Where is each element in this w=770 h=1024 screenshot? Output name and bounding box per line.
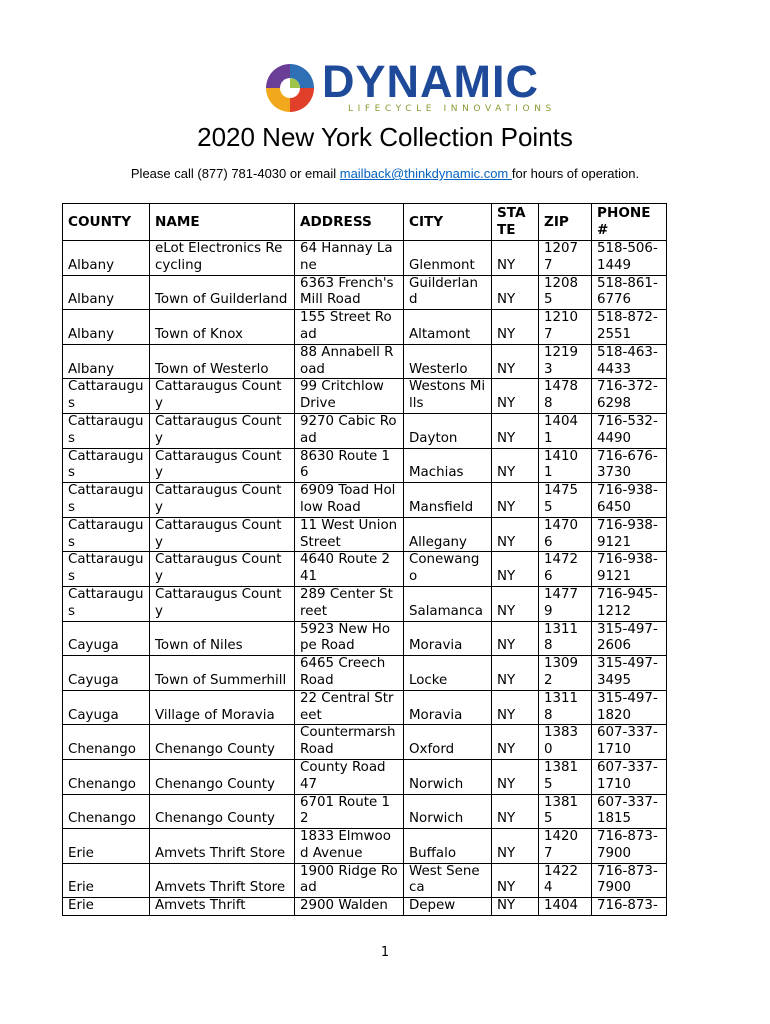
table-row [63,552,667,587]
cell-zip: 13830 [539,725,592,760]
cell-phone: 716-938-9121 [592,517,667,552]
table-row [63,656,667,691]
cell-phone: 716-945-1212 [592,586,667,621]
dynamic-logo-mark-icon [264,62,316,114]
cell-city: Altamont [404,310,492,345]
cell-name: Town of Guilderland [150,275,295,310]
cell-phone: 607-337-1710 [592,759,667,794]
cell-city: Oxford [404,725,492,760]
cell-address: 1833 Elmwood Avenue [295,829,404,864]
cell-state: NY [492,275,539,310]
cell-address: 9270 Cabic Road [295,413,404,448]
cell-address: 6465 Creech Road [295,656,404,691]
table-row [63,863,667,898]
cell-county: Cayuga [63,656,150,691]
cell-address: 2900 Walden [295,898,404,916]
cell-phone: 518-861-6776 [592,275,667,310]
cell-phone: 518-506-1449 [592,241,667,276]
cell-city: Guilderland [404,275,492,310]
cell-county: Cayuga [63,690,150,725]
cell-state: NY [492,621,539,656]
contact-text-before: Please call (877) 781-4030 or email [130,166,340,181]
cell-address: 6701 Route 12 [295,794,404,829]
cell-phone: 716-873- [592,898,667,916]
cell-state: NY [492,863,539,898]
cell-zip: 13118 [539,621,592,656]
cell-address: 64 Hannay Lane [295,241,404,276]
column-header-city: CITY [404,204,492,241]
cell-city: Norwich [404,794,492,829]
cell-name: Town of Knox [150,310,295,345]
cell-city: Westerlo [404,344,492,379]
cell-county: Erie [63,898,150,916]
cell-address: 8630 Route 16 [295,448,404,483]
table-row [63,483,667,518]
cell-zip: 13092 [539,656,592,691]
cell-state: NY [492,379,539,414]
cell-zip: 1404 [539,898,592,916]
cell-name: Cattaraugus County [150,586,295,621]
cell-county: Cayuga [63,621,150,656]
column-header-county: COUNTY [63,204,150,241]
table-row [63,898,667,916]
contact-text-after: for hours of operation. [511,166,640,181]
cell-county: Cattaraugus [63,413,150,448]
cell-city: Machias [404,448,492,483]
cell-state: NY [492,656,539,691]
cell-state: NY [492,690,539,725]
cell-zip: 12107 [539,310,592,345]
cell-phone: 315-497-2606 [592,621,667,656]
cell-state: NY [492,413,539,448]
cell-name: Village of Moravia [150,690,295,725]
cell-zip: 14779 [539,586,592,621]
cell-name: Amvets Thrift [150,898,295,916]
cell-city: Allegany [404,517,492,552]
cell-phone: 315-497-3495 [592,656,667,691]
cell-city: Depew [404,898,492,916]
cell-city: Buffalo [404,829,492,864]
table-row [63,829,667,864]
cell-address: 155 Street Road [295,310,404,345]
cell-name: Town of Summerhill [150,656,295,691]
cell-name: Cattaraugus County [150,552,295,587]
cell-city: Dayton [404,413,492,448]
cell-county: Albany [63,275,150,310]
table-row [63,413,667,448]
cell-address: 5923 New Hope Road [295,621,404,656]
cell-zip: 14726 [539,552,592,587]
cell-zip: 13815 [539,794,592,829]
cell-name: Chenango County [150,725,295,760]
cell-phone: 716-372-6298 [592,379,667,414]
table-row [63,448,667,483]
cell-county: Cattaraugus [63,448,150,483]
dynamic-logo [264,58,564,120]
cell-phone: 518-463-4433 [592,344,667,379]
cell-zip: 14224 [539,863,592,898]
cell-name: Amvets Thrift Store [150,863,295,898]
cell-zip: 14755 [539,483,592,518]
cell-city: Norwich [404,759,492,794]
table-row [63,690,667,725]
cell-zip: 13815 [539,759,592,794]
cell-address: Countermarsh Road [295,725,404,760]
cell-name: Amvets Thrift Store [150,829,295,864]
cell-name: Chenango County [150,794,295,829]
cell-county: Cattaraugus [63,586,150,621]
cell-state: NY [492,344,539,379]
cell-state: NY [492,829,539,864]
cell-county: Chenango [63,725,150,760]
cell-zip: 12085 [539,275,592,310]
cell-phone: 607-337-1815 [592,794,667,829]
cell-address: 88 Annabell Road [295,344,404,379]
cell-address: 289 Center Street [295,586,404,621]
page-number: 1 [380,945,390,960]
cell-city: Moravia [404,621,492,656]
column-header-name: NAME [150,204,295,241]
cell-phone: 716-873-7900 [592,829,667,864]
cell-state: NY [492,759,539,794]
cell-state: NY [492,794,539,829]
cell-city: Glenmont [404,241,492,276]
cell-phone: 716-676-3730 [592,448,667,483]
cell-state: NY [492,586,539,621]
cell-state: NY [492,483,539,518]
cell-county: Chenango [63,794,150,829]
cell-state: NY [492,898,539,916]
cell-zip: 14101 [539,448,592,483]
cell-zip: 14041 [539,413,592,448]
cell-name: Chenango County [150,759,295,794]
cell-county: Erie [63,863,150,898]
table-row [63,586,667,621]
cell-county: Cattaraugus [63,483,150,518]
cell-city: West Seneca [404,863,492,898]
logo-wordmark: DYNAMIC [322,56,539,107]
table-row [63,275,667,310]
cell-phone: 716-938-6450 [592,483,667,518]
document-title: 2020 New York Collection Points [197,122,573,152]
cell-city: Salamanca [404,586,492,621]
table-row [63,379,667,414]
cell-address: 1900 Ridge Road [295,863,404,898]
cell-city: Mansfield [404,483,492,518]
cell-zip: 14706 [539,517,592,552]
logo-tagline: LIFECYCLE INNOVATIONS [348,104,556,114]
email-link[interactable]: mailback@thinkdynamic.com [339,166,512,181]
table-row [63,621,667,656]
cell-city: Conewango [404,552,492,587]
collection-points-table [62,203,667,916]
cell-city: Locke [404,656,492,691]
cell-zip: 14207 [539,829,592,864]
cell-address: 11 West Union Street [295,517,404,552]
table-body [63,241,667,916]
cell-phone: 716-938-9121 [592,552,667,587]
cell-phone: 315-497-1820 [592,690,667,725]
cell-address: 6363 French's Mill Road [295,275,404,310]
table-row [63,759,667,794]
cell-county: Cattaraugus [63,379,150,414]
column-header-address: ADDRESS [295,204,404,241]
cell-zip: 12193 [539,344,592,379]
cell-zip: 12077 [539,241,592,276]
cell-phone: 518-872-2551 [592,310,667,345]
table-row [63,344,667,379]
cell-name: Cattaraugus County [150,379,295,414]
cell-state: NY [492,517,539,552]
cell-city: Westons Mills [404,379,492,414]
table-row [63,310,667,345]
table-row [63,241,667,276]
cell-county: Albany [63,241,150,276]
cell-county: Erie [63,829,150,864]
cell-name: Cattaraugus County [150,448,295,483]
cell-address: 6909 Toad Hollow Road [295,483,404,518]
cell-zip: 13118 [539,690,592,725]
cell-name: Town of Niles [150,621,295,656]
column-header-state: STATE [492,204,539,241]
column-header-zip: ZIP [539,204,592,241]
table-row [63,517,667,552]
cell-state: NY [492,310,539,345]
cell-address: County Road 47 [295,759,404,794]
table-row [63,725,667,760]
cell-zip: 14788 [539,379,592,414]
cell-address: 22 Central Street [295,690,404,725]
cell-county: Cattaraugus [63,517,150,552]
contact-line [0,166,770,182]
cell-county: Chenango [63,759,150,794]
column-header-phone: PHONE # [592,204,667,241]
cell-name: Cattaraugus County [150,483,295,518]
cell-name: Cattaraugus County [150,517,295,552]
cell-address: 4640 Route 241 [295,552,404,587]
cell-county: Cattaraugus [63,552,150,587]
cell-name: Town of Westerlo [150,344,295,379]
cell-state: NY [492,448,539,483]
cell-city: Moravia [404,690,492,725]
cell-phone: 716-873-7900 [592,863,667,898]
table-header-row [63,204,667,241]
cell-phone: 716-532-4490 [592,413,667,448]
cell-state: NY [492,241,539,276]
cell-county: Albany [63,344,150,379]
cell-name: eLot Electronics Recycling [150,241,295,276]
cell-address: 99 Critchlow Drive [295,379,404,414]
table-row [63,794,667,829]
cell-phone: 607-337-1710 [592,725,667,760]
cell-county: Albany [63,310,150,345]
cell-state: NY [492,725,539,760]
cell-name: Cattaraugus County [150,413,295,448]
cell-state: NY [492,552,539,587]
